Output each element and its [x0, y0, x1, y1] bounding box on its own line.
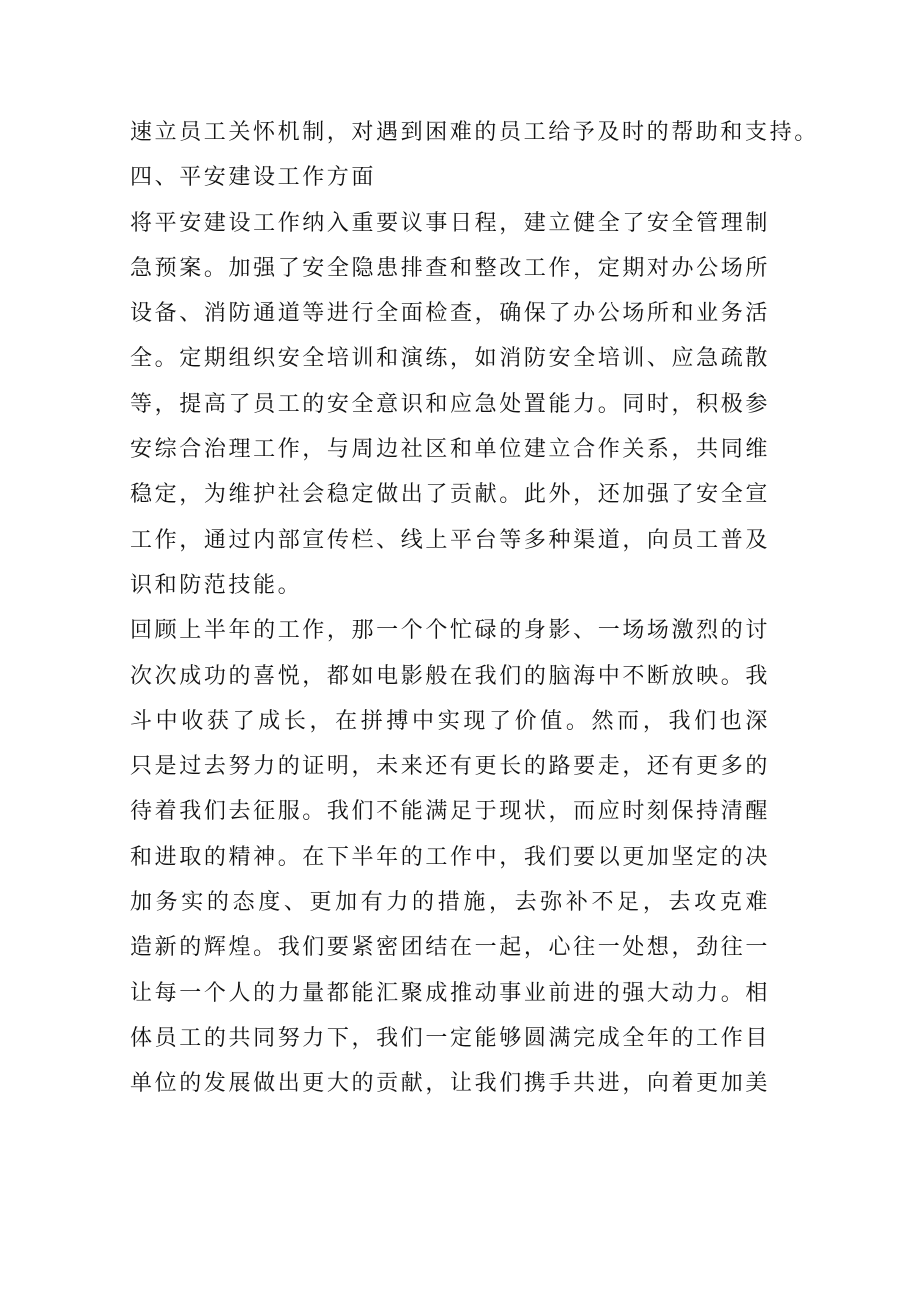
text-line: 速立员工关怀机制，对遇到困难的员工给予及时的帮助和支持。 [130, 120, 819, 145]
text-line: 设备、消防通道等进行全面检查，确保了办公场所和业务活 [130, 301, 770, 327]
text-line: 体员工的共同努力下，我们一定能够圆满完成全年的工作目 [130, 1025, 770, 1051]
text-line: 急预案。加强了安全隐患排查和整改工作，定期对办公场所 [130, 255, 770, 281]
text-line: 单位的发展做出更大的贡献，让我们携手共进，向着更加美 [130, 1071, 770, 1097]
text-line: 加务实的态度、更加有力的措施，去弥补不足，去攻克难 [130, 890, 770, 916]
text-line: 安综合治理工作，与周边社区和单位建立合作关系，共同维 [130, 437, 770, 463]
text-line: 待着我们去征服。我们不能满足于现状，而应时刻保持清醒 [130, 799, 770, 825]
text-line: 造新的辉煌。我们要紧密团结在一起，心往一处想，劲往一 [130, 935, 770, 961]
text-line: 斗中收获了成长，在拼搏中实现了价值。然而，我们也深 [130, 708, 770, 734]
text-line: 识和防范技能。 [130, 572, 303, 598]
document-page [130, 110, 819, 1107]
text-line: 四、平安建设工作方面 [130, 165, 377, 191]
text-line: 次次成功的喜悦，都如电影般在我们的脑海中不断放映。我 [130, 663, 770, 689]
document-body [130, 110, 819, 1107]
text-line: 只是过去努力的证明，未来还有更长的路要走，还有更多的 [130, 754, 770, 780]
text-line: 工作，通过内部宣传栏、线上平台等多种渠道，向员工普及 [130, 527, 770, 553]
text-line: 等，提高了员工的安全意识和应急处置能力。同时，积极参 [130, 391, 770, 417]
text-line: 和进取的精神。在下半年的工作中，我们要以更加坚定的决 [130, 844, 770, 870]
text-line: 稳定，为维护社会稳定做出了贡献。此外，还加强了安全宣 [130, 482, 770, 508]
text-line: 让每一个人的力量都能汇聚成推动事业前进的强大动力。相 [130, 980, 770, 1006]
text-line: 全。定期组织安全培训和演练，如消防安全培训、应急疏散 [130, 346, 770, 372]
text-line: 回顾上半年的工作，那一个个忙碌的身影、一场场激烈的讨 [130, 618, 770, 644]
text-line: 将平安建设工作纳入重要议事日程，建立健全了安全管理制 [130, 210, 770, 236]
